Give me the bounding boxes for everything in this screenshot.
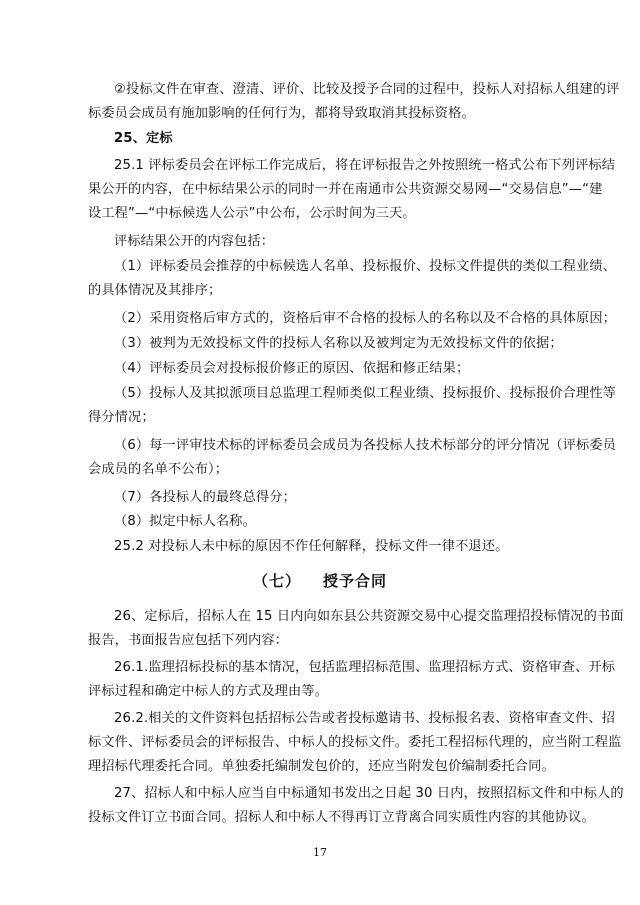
list-item: （4）评标委员会对投标报价修正的原因、依据和修正结果； xyxy=(114,361,470,376)
list-item: 得分情况； xyxy=(88,410,155,425)
paragraph-line: 报告，书面报告应包括下列内容： xyxy=(88,633,289,648)
paragraph-line: 26、定标后，招标人在 15 日内向如东县公共资源交易中心提交监理招投标情况的书面 xyxy=(114,609,624,624)
section-heading-title: 授予合同 xyxy=(323,572,388,590)
paragraph-line: 投标文件订立书面合同。招标人和中标人不得再订立背离合同实质性内容的其他协议。 xyxy=(88,810,595,825)
paragraph-line: 26.2.相关的文件资料包括招标公告或者投标邀请书、投标报名表、资格审查文件、招 xyxy=(114,711,616,726)
paragraph-line: 评标过程和确定中标人的方式及理由等。 xyxy=(88,684,329,699)
paragraph-line: 果公开的内容，在中标结果公示的同时一并在南通市公共资源交易网—“交易信息”—“建 xyxy=(88,182,603,197)
paragraph-line: 标委员会成员有施加影响的任何行为，都将导致取消其投标资格。 xyxy=(88,106,475,121)
paragraph-line: 25.1 评标委员会在评标工作完成后，将在评标报告之外按照统一格式公布下列评标结 xyxy=(114,158,616,173)
paragraph-line: 26.1.监理招标投标的基本情况，包括监理招标范围、监理招标方式、资格审查、开标 xyxy=(114,660,616,675)
paragraph-line: 理招标代理委托合同。单独委托编制发包价的，还应当附发包价编制委托合同。 xyxy=(88,759,555,774)
section-heading-number: （七） xyxy=(252,572,301,590)
paragraph-line: 27、招标人和中标人应当自中标通知书发出之日起 30 日内，按照招标文件和中标人的 xyxy=(114,786,624,801)
paragraph-line: 标文件、评标委员会的评标报告、中标人的投标文件。委托工程招标代理的，应当附工程监 xyxy=(88,735,622,750)
paragraph-line: 设工程”—“中标候选人公示”中公布，公示时间为三天。 xyxy=(88,206,416,221)
list-item: 的具体情况及其排序； xyxy=(88,283,222,298)
list-item: （6）每一评审技术标的评标委员会成员为各投标人技术标部分的评分情况（评标委员 xyxy=(114,438,617,453)
paragraph-line: ②投标文件在审查、澄清、评价、比较及授予合同的过程中，投标人对招标人组建的评 xyxy=(114,82,620,97)
section-subheading: 25、定标 xyxy=(114,131,173,146)
list-item: （2）采用资格后审方式的，资格后审不合格的投标人的名称以及不合格的具体原因； xyxy=(114,311,617,326)
paragraph-line: 评标结果公开的内容包括： xyxy=(114,234,275,249)
paragraph-line: 25.2 对投标人未中标的原因不作任何解释，投标文件一律不退还。 xyxy=(114,539,509,554)
list-item: （5）投标人及其拟派项目总监理工程师类似工程业绩、投标报价、投标报价合理性等 xyxy=(114,386,617,401)
list-item: 会成员的名单不公布）； xyxy=(88,462,229,477)
section-heading xyxy=(0,570,640,591)
list-item: （1）评标委员会推荐的中标候选人名单、投标报价、投标文件提供的类似工程业绩、 xyxy=(114,259,617,274)
list-item: （8）拟定中标人名称。 xyxy=(114,514,256,529)
list-item: （7）各投标人的最终总得分； xyxy=(114,490,296,505)
page-number: 17 xyxy=(313,846,327,859)
list-item: （3）被判为无效投标文件的投标人名称以及被判定为无效投标文件的依据； xyxy=(114,336,563,351)
